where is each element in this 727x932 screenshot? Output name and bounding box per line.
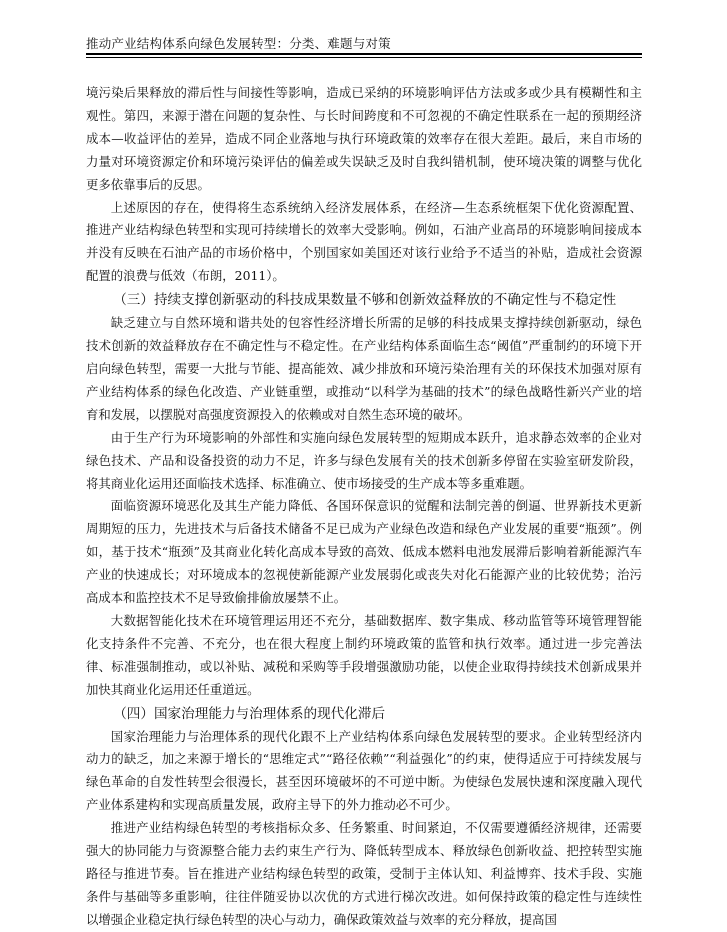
paragraph: 面临资源环境恶化及其生产能力降低、各国环保意识的觉醒和法制完善的倒逼、世界新技术更新周期短的压力，先进技术与后备技术储备不足已成为产业绿色改造和绿色产业发展的重要“瓶颈”。例如，基于技术“瓶颈”及其商业化转化高成本导致的高效、低成本燃料电池发展滞后影响着新能源汽车产业的快速成长；对环境成本的忽视使新能源产业发展弱化或丧失对化石能源产业的比较优势；治污高成本和监控技术不足导致偷排偷放屡禁不止。 [86, 498, 642, 606]
paragraph: 上述原因的存在，使得将生态系统纳入经济发展体系，在经济—生态系统框架下优化资源配置、推进产业结构绿色转型和实现可持续增长的效率大受影响。例如，石油产业高昂的环境影响间接成本并没有反映在石油产品的市场价格中，个别国家如美国还对该行业给予不适当的补贴，造成社会资源配置的浪费与低效（布朗，2011）。 [86, 199, 642, 284]
paragraph: 缺乏建立与自然环境和谐共处的包容性经济增长所需的足够的科技成果支撑持续创新驱动，绿色技术创新的效益释放存在不确定性与不稳定性。在产业结构体系面临生态“阈值”严重制约的环境下开启向绿色转型，需要一大批与节能、提高能效、减少排放和环境污染治理有关的环保技术加强对原有产业结构体系的绿色化改造、产业链重塑，或推动“以科学为基础的技术”的绿色战略性新兴产业的培育和发展，以摆脱对高强度资源投入的依赖或对自然生态环境的破坏。 [86, 315, 642, 422]
body-text [86, 82, 642, 932]
paragraph: 推进产业结构绿色转型的考核指标众多、任务繁重、时间紧迫，不仅需要遵循经济规律，还需要强大的协同能力与资源整合能力去约束生产行为、降低转型成本、释放绿色创新收益、把控转型实施路径与推进节奏。旨在推进产业结构绿色转型的政策，受制于主体认知、利益博弈、技术手段、实施条件与基础等多重影响，往往伴随妥协以次优的方式进行梯次改进。如何保持政策的稳定性与连续性以增强企业稳定执行绿色转型的决心与动力，确保政策效益与效率的充分释放，提高国 [86, 820, 642, 927]
section-heading-3: （三）持续支撑创新驱动的科技成果数量不够和创新效益释放的不确定性与不稳定性 [113, 292, 617, 309]
section-heading-4: （四）国家治理能力与治理体系的现代化滞后 [113, 705, 386, 722]
paragraph-continued: 境污染后果释放的滞后性与间接性等影响，造成已采纳的环境影响评估方法或多或少具有模糊性和主观性。第四，来源于潜在问题的复杂性、与长时间跨度和不可忽视的不确定性联系在一起的预期经济成本—收益评估的差异，造成不同企业落地与执行环境政策的效率存在很大差距。最后，来自市场的力量对环境资源定价和环境污染评估的偏差或失误缺乏及时自我纠错机制，使环境决策的调整与优化更多依靠事后的反思。 [86, 85, 642, 192]
paragraph: 国家治理能力与治理体系的现代化跟不上产业结构体系向绿色发展转型的要求。企业转型经济内动力的缺乏，加之来源于增长的“思维定式”“路径依赖”“利益强化”的约束，使得适应于可持续发展与绿色革命的自发性转型会很漫长，甚至因环境破坏的不可逆中断。为使绿色发展快速和深度融入现代产业体系建构和实现高质量发展，政府主导下的外力推动必不可少。 [86, 728, 642, 813]
header-rule-thin [86, 57, 642, 58]
paragraph: 由于生产行为环境影响的外部性和实施向绿色发展转型的短期成本跃升，追求静态效率的企业对绿色技术、产品和设备投资的动力不足，许多与绿色发展有关的技术创新多停留在实验室研发阶段，将其商业化运用还面临技术选择、标准确立、使市场接受的生产成本等多重难题。 [86, 429, 642, 491]
running-header: 推动产业结构体系向绿色发展转型：分类、难题与对策 [86, 36, 391, 51]
header-rule-thick [86, 53, 642, 55]
paragraph: 大数据智能化技术在环境管理运用还不充分，基础数据库、数字集成、移动监管等环境管理智能化支持条件不完善、不充分，也在很大程度上制约环境政策的监管和执行效率。通过进一步完善法律、标准强制推动，或以补贴、减税和采购等手段增强激励功能，以使企业取得持续技术创新成果并加快其商业化运用还任重道远。 [86, 612, 642, 697]
